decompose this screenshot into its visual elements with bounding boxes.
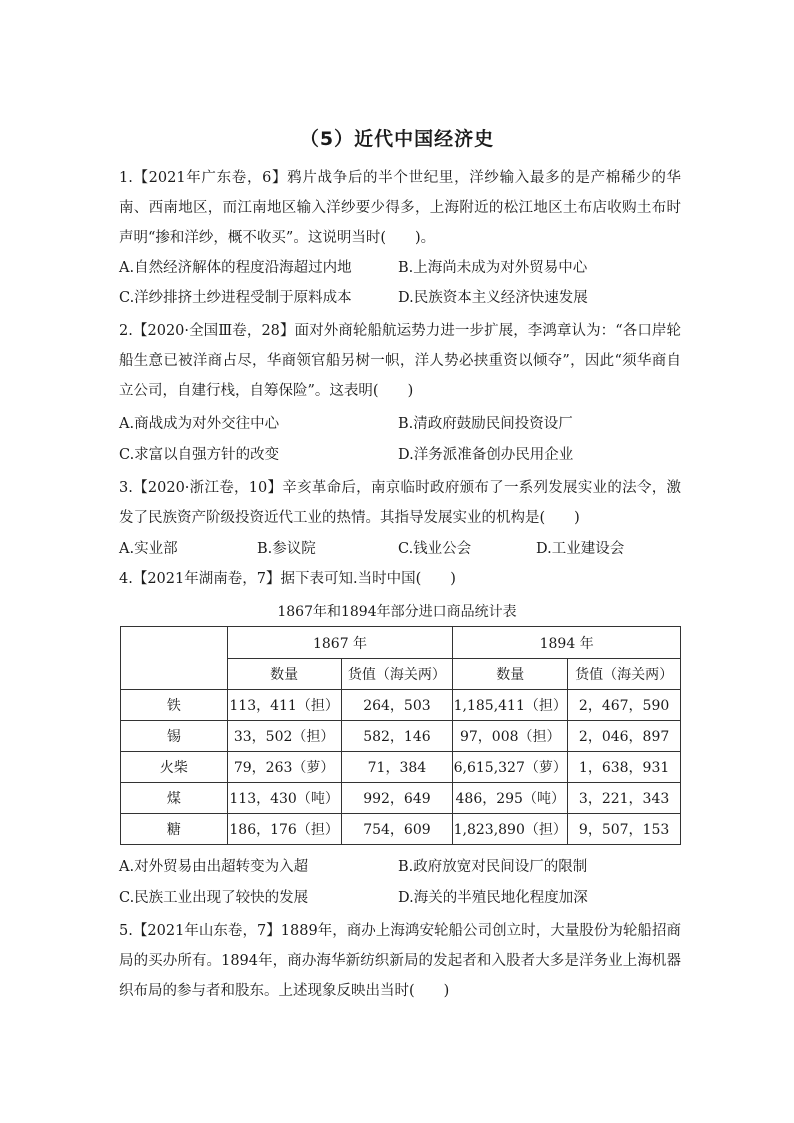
question-1-stem: 1.【2021年广东卷，6】鸦片战争后的半个世纪里，洋纱输入最多的是产棉稀少的华南、西南地区，而江南地区输入洋纱要少得多，上海附近的松江地区土布店收购土布时声明“掺和洋纱，概不收买”。这说明当时( )。 bbox=[119, 170, 681, 246]
table-cell: 113，411（担） bbox=[227, 690, 341, 721]
table-row bbox=[121, 783, 681, 814]
table-cell: 2，046，897 bbox=[568, 721, 681, 752]
question-3-option-a: A.实业部 bbox=[119, 541, 178, 557]
table-cell: 79，263（萝） bbox=[227, 752, 341, 783]
question-1-option-b: B.上海尚未成为对外贸易中心 bbox=[398, 260, 588, 276]
question-3-option-c: C.钱业公会 bbox=[398, 541, 472, 557]
table-year-header: 1894 年 bbox=[453, 627, 681, 659]
table-column-header: 货值（海关两） bbox=[568, 659, 681, 690]
table-row-label: 火柴 bbox=[121, 752, 228, 783]
table-cell: 33，502（担） bbox=[227, 721, 341, 752]
table-cell: 71，384 bbox=[341, 752, 453, 783]
table-year-header: 1867 年 bbox=[227, 627, 453, 659]
question-3-stem: 3.【2020·浙江卷，10】辛亥革命后，南京临时政府颁布了一系列发展实业的法令，激发了民族资产阶级投资近代工业的热情。其指导发展实业的机构是( ) bbox=[119, 480, 681, 526]
question-4-stem: 4.【2021年湖南卷，7】据下表可知.当时中国( ) bbox=[119, 571, 456, 587]
table-row-label: 煤 bbox=[121, 783, 228, 814]
question-4-option-d: D.海关的半殖民地化程度加深 bbox=[398, 890, 588, 906]
question-3-option-d: D.工业建设会 bbox=[536, 541, 625, 557]
table-cell: 1，638，931 bbox=[568, 752, 681, 783]
question-2-option-a: A.商战成为对外交往中心 bbox=[119, 416, 280, 432]
question-2-option-b: B.清政府鼓励民间投资设厂 bbox=[398, 416, 573, 432]
import-statistics-table bbox=[120, 626, 681, 845]
table-caption: 1867年和1894年部分进口商品统计表 bbox=[277, 604, 517, 620]
page-title: （5）近代中国经济史 bbox=[299, 128, 495, 150]
table-row-label: 铁 bbox=[121, 690, 228, 721]
table-column-header: 数量 bbox=[227, 659, 341, 690]
question-1-option-d: D.民族资本主义经济快速发展 bbox=[398, 290, 588, 306]
table-corner-cell bbox=[121, 627, 228, 690]
table-cell: 582，146 bbox=[341, 721, 453, 752]
table-row-label: 糖 bbox=[121, 814, 228, 845]
table-cell: 1,185,411（担） bbox=[453, 690, 568, 721]
question-4-option-a: A.对外贸易由出超转变为入超 bbox=[119, 859, 309, 875]
table-cell: 754，609 bbox=[341, 814, 453, 845]
table-cell: 9，507，153 bbox=[568, 814, 681, 845]
question-2-option-d: D.洋务派准备创办民用企业 bbox=[398, 447, 574, 463]
table-column-header: 货值（海关两） bbox=[341, 659, 453, 690]
question-5-stem: 5.【2021年山东卷，7】1889年，商办上海鸿安轮船公司创立时，大量股份为轮船招商局的买办所有。1894年，商办海华新纺织新局的发起者和入股者大多是洋务业上海机器织布局的参与者和股东。上述现象反映出当时( ) bbox=[119, 923, 681, 999]
question-4-option-b: B.政府放宽对民间设厂的限制 bbox=[398, 859, 588, 875]
question-2-option-c: C.求富以自强方针的改变 bbox=[119, 447, 280, 463]
table-row bbox=[121, 721, 681, 752]
question-1-option-c: C.洋纱排挤土纱进程受制于原料成本 bbox=[119, 290, 352, 306]
table-cell: 1,823,890（担） bbox=[453, 814, 568, 845]
table-cell: 3，221，343 bbox=[568, 783, 681, 814]
question-3-option-b: B.参议院 bbox=[257, 541, 316, 557]
table-cell: 97，008（担） bbox=[453, 721, 568, 752]
table-row bbox=[121, 752, 681, 783]
table-cell: 264，503 bbox=[341, 690, 453, 721]
question-2-stem: 2.【2020·全国Ⅲ卷，28】面对外商轮船航运势力进一步扩展，李鸿章认为：“各口岸轮船生意已被洋商占尽，华商领官船另树一帜，洋人势必挟重资以倾夺”，因此“须华商自立公司，自建行栈，自筹保险”。这表明( ) bbox=[119, 323, 681, 399]
table-cell: 486，295（吨） bbox=[453, 783, 568, 814]
table-cell: 2，467，590 bbox=[568, 690, 681, 721]
table-row bbox=[121, 690, 681, 721]
question-1-option-a: A.自然经济解体的程度沿海超过内地 bbox=[119, 260, 352, 276]
table-cell: 186，176（担） bbox=[227, 814, 341, 845]
table-cell: 113，430（吨） bbox=[227, 783, 341, 814]
table-column-header: 数量 bbox=[453, 659, 568, 690]
table-row-label: 锡 bbox=[121, 721, 228, 752]
question-4-option-c: C.民族工业出现了较快的发展 bbox=[119, 890, 309, 906]
table-row bbox=[121, 814, 681, 845]
table-cell: 6,615,327（萝） bbox=[453, 752, 568, 783]
table-cell: 992，649 bbox=[341, 783, 453, 814]
